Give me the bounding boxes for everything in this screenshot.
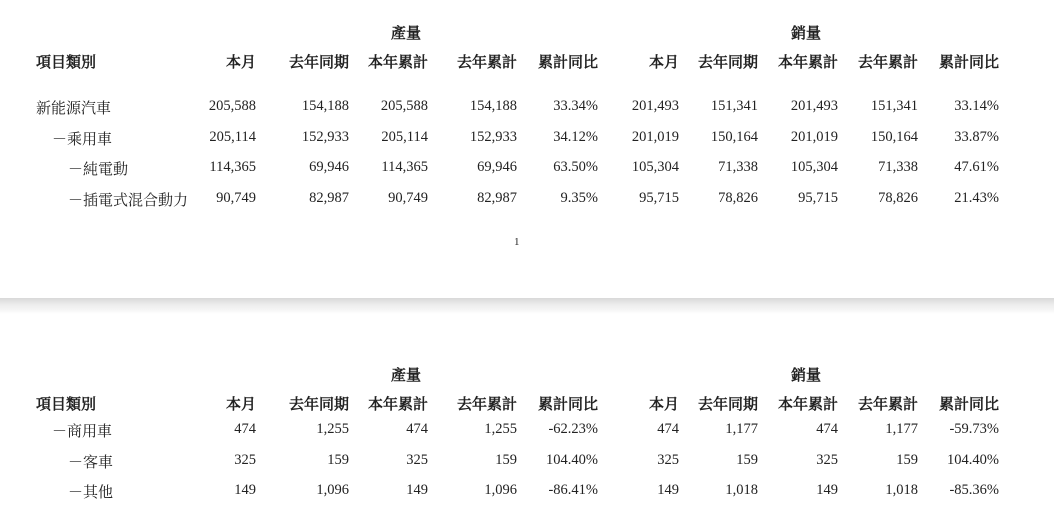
table-cell: 1,096: [316, 482, 349, 498]
table-cell: 33.87%: [954, 129, 999, 145]
table-cell: 149: [816, 482, 838, 498]
table-cell: 95,715: [798, 190, 838, 206]
column-header: 本月: [648, 55, 679, 71]
table-cell: 474: [234, 421, 256, 437]
table-cell: 34.12%: [553, 129, 598, 145]
table-cell: 149: [406, 482, 428, 498]
table-cell: 1,018: [885, 482, 918, 498]
table-cell: 201,019: [790, 129, 838, 145]
table-cell: -86.41%: [548, 482, 598, 498]
column-header: 去年同期: [288, 397, 349, 413]
table-cell: 78,826: [878, 190, 918, 206]
table-cell: -59.73%: [949, 421, 999, 437]
table-cell: 152,933: [301, 129, 349, 145]
table-cell: 114,365: [209, 159, 256, 175]
column-header: 去年累計: [857, 55, 918, 71]
page-separator: [0, 298, 1054, 314]
row-label: －其他: [68, 485, 114, 501]
production-group-header: 產量: [390, 368, 421, 384]
table-cell: 69,946: [477, 159, 517, 175]
table-cell: 71,338: [878, 159, 918, 175]
row-label: －客車: [68, 455, 114, 471]
category-column-header: 項目類別: [36, 397, 97, 413]
row-label: －純電動: [68, 162, 129, 178]
column-header: 去年同期: [697, 397, 758, 413]
table-cell: 90,749: [388, 190, 428, 206]
category-column-header: 項目類別: [36, 55, 97, 71]
column-header: 去年同期: [288, 55, 349, 71]
table-cell: 1,096: [484, 482, 517, 498]
column-header: 本年累計: [777, 55, 838, 71]
column-header: 去年累計: [456, 397, 517, 413]
table-cell: 159: [896, 452, 918, 468]
table-cell: 63.50%: [553, 159, 598, 175]
column-header: 累計同比: [938, 55, 999, 71]
table-cell: 325: [657, 452, 679, 468]
column-header: 本年累計: [777, 397, 838, 413]
page-number: 1: [514, 236, 520, 248]
table-cell: 47.61%: [954, 159, 999, 175]
column-header: 去年同期: [697, 55, 758, 71]
table-cell: -62.23%: [548, 421, 598, 437]
column-header: 去年累計: [857, 397, 918, 413]
column-header: 本年累計: [367, 55, 428, 71]
table-cell: 69,946: [309, 159, 349, 175]
table-cell: 105,304: [631, 159, 679, 175]
table-cell: 78,826: [718, 190, 758, 206]
table-cell: 151,341: [870, 98, 918, 114]
table-cell: 104.40%: [546, 452, 598, 468]
document-page-2: [0, 314, 1054, 518]
table-cell: 71,338: [718, 159, 758, 175]
table-cell: 325: [816, 452, 838, 468]
column-header: 本月: [648, 397, 679, 413]
table-cell: 159: [327, 452, 349, 468]
table-cell: 149: [657, 482, 679, 498]
table-cell: 205,588: [380, 98, 428, 114]
table-cell: 1,177: [725, 421, 758, 437]
table-cell: -85.36%: [949, 482, 999, 498]
table-cell: 105,304: [790, 159, 838, 175]
row-label: －商用車: [52, 424, 113, 440]
table-cell: 150,164: [710, 129, 758, 145]
table-cell: 151,341: [710, 98, 758, 114]
table-cell: 33.34%: [553, 98, 598, 114]
table-cell: 325: [406, 452, 428, 468]
table-cell: 474: [406, 421, 428, 437]
table-cell: 205,114: [381, 129, 428, 145]
table-cell: 1,018: [725, 482, 758, 498]
column-header: 去年累計: [456, 55, 517, 71]
table-cell: 1,177: [885, 421, 918, 437]
production-group-header: 產量: [390, 26, 421, 42]
table-cell: 114,365: [381, 159, 428, 175]
table-cell: 82,987: [477, 190, 517, 206]
row-label: 新能源汽車: [36, 101, 112, 117]
table-cell: 9.35%: [560, 190, 598, 206]
table-cell: 205,114: [209, 129, 256, 145]
table-cell: 21.43%: [954, 190, 999, 206]
table-cell: 95,715: [639, 190, 679, 206]
table-cell: 150,164: [870, 129, 918, 145]
column-header: 累計同比: [537, 55, 598, 71]
table-cell: 474: [816, 421, 838, 437]
table-cell: 159: [495, 452, 517, 468]
table-cell: 159: [736, 452, 758, 468]
sales-group-header: 銷量: [790, 26, 821, 42]
table-cell: 82,987: [309, 190, 349, 206]
table-cell: 152,933: [469, 129, 517, 145]
table-cell: 201,493: [790, 98, 838, 114]
table-cell: 33.14%: [954, 98, 999, 114]
table-cell: 149: [234, 482, 256, 498]
table-cell: 1,255: [316, 421, 349, 437]
row-label: －插電式混合動力: [68, 193, 189, 209]
column-header: 累計同比: [938, 397, 999, 413]
table-cell: 104.40%: [947, 452, 999, 468]
column-header: 本年累計: [367, 397, 428, 413]
table-cell: 154,188: [469, 98, 517, 114]
table-cell: 154,188: [301, 98, 349, 114]
row-label: －乘用車: [52, 132, 113, 148]
table-cell: 90,749: [216, 190, 256, 206]
column-header: 本月: [225, 397, 256, 413]
table-cell: 325: [234, 452, 256, 468]
table-cell: 205,588: [208, 98, 256, 114]
table-cell: 201,493: [631, 98, 679, 114]
table-cell: 474: [657, 421, 679, 437]
sales-group-header: 銷量: [790, 368, 821, 384]
table-cell: 201,019: [631, 129, 679, 145]
table-cell: 1,255: [484, 421, 517, 437]
column-header: 本月: [225, 55, 256, 71]
column-header: 累計同比: [537, 397, 598, 413]
